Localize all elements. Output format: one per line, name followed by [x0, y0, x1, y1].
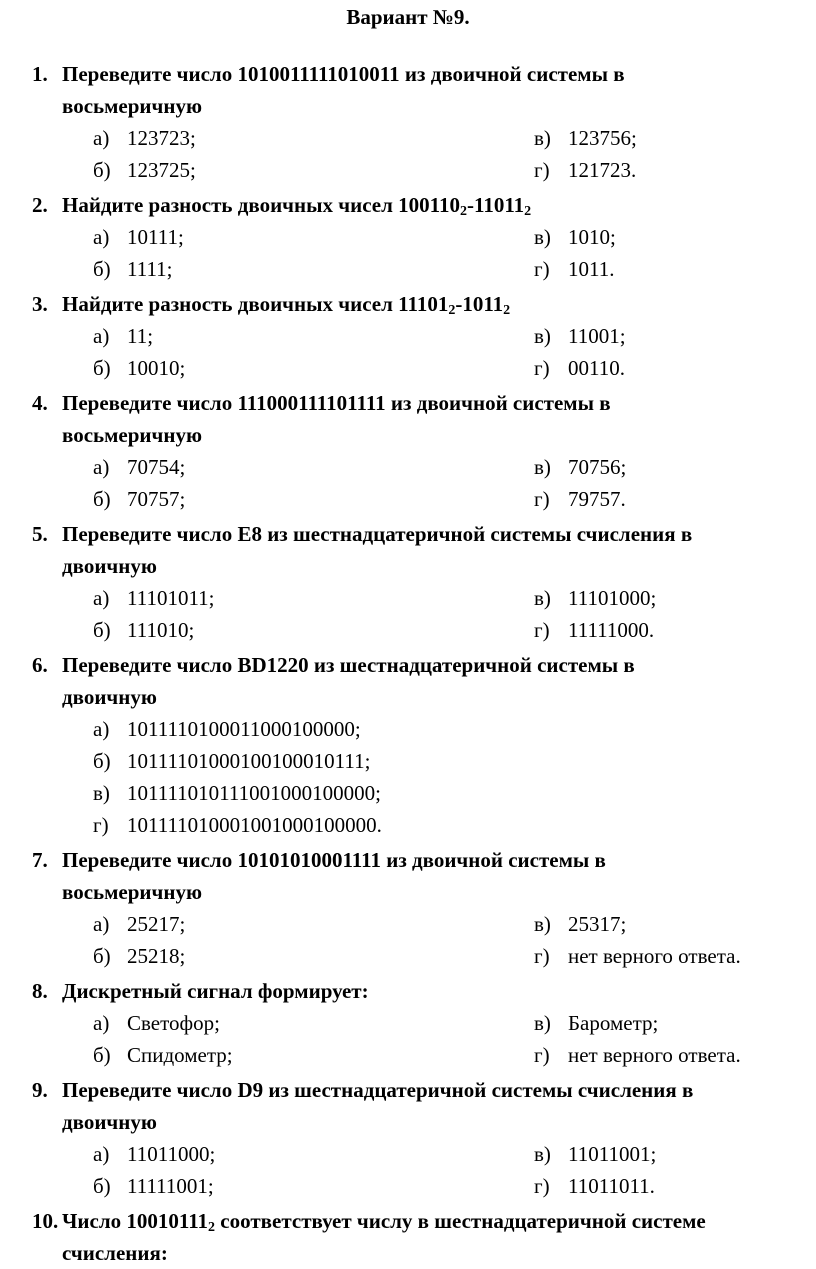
answer-option-b: б) 1111; — [93, 257, 173, 281]
answer-option-v: в) 25317; — [534, 912, 627, 936]
question-text-continuation: двоичную — [62, 554, 157, 578]
answer-option-v: в) 11011001; — [534, 1142, 657, 1166]
question-number: 5. — [32, 522, 48, 546]
answer-option-b: б) 25218; — [93, 944, 186, 968]
question-9 — [0, 1074, 816, 1202]
answer-options — [0, 451, 816, 515]
answer-option-g: г) нет верного ответа. — [534, 1043, 741, 1067]
answer-option-g: г) 79757. — [534, 487, 626, 511]
question-10 — [0, 1205, 816, 1269]
answer-option-b: б) Спидометр; — [93, 1043, 233, 1067]
answer-option-g: г) 1011110100010010001000​00. — [93, 813, 382, 837]
question-6 — [0, 649, 816, 841]
question-number: 6. — [32, 653, 48, 677]
answer-options — [0, 1007, 816, 1071]
answer-option-a: а) 10111; — [93, 225, 184, 249]
answer-option-b: б) 10010; — [93, 356, 186, 380]
question-text: Переведите число 10101010001111 из двоичной системы в — [62, 848, 606, 872]
answer-options — [0, 713, 816, 841]
question-3 — [0, 288, 816, 384]
question-text-continuation: двоичную — [62, 685, 157, 709]
question-text: Переведите число E8 из шестнадцатеричной системы счисления в — [62, 522, 693, 546]
question-text: Дискретный сигнал формирует: — [62, 979, 369, 1003]
question-number: 8. — [32, 979, 48, 1003]
question-text: Число $10010111_2$ соответствует числу в шестнадцатеричной системе — [62, 1209, 706, 1235]
answer-option-g: г) нет верного ответа. — [534, 944, 741, 968]
answer-option-b: б) 111010; — [93, 618, 195, 642]
question-text: Переведите число 1010011111010011 из двоичной системы в — [62, 62, 625, 86]
question-text: Переведите число BD1220 из шестнадцатеричной системы в — [62, 653, 635, 677]
answer-option-v: в) 11101000; — [534, 586, 657, 610]
answer-option-a: а) 123723; — [93, 126, 196, 150]
answer-option-a: а) 11; — [93, 324, 154, 348]
question-8 — [0, 975, 816, 1071]
answer-option-b: б) 1011110100010010001011​1; — [93, 749, 371, 773]
question-number: 1. — [32, 62, 48, 86]
answer-option-g: г) 11111000. — [534, 618, 655, 642]
question-text-continuation: восьмеричную — [62, 880, 203, 904]
answer-option-g: г) 121723. — [534, 158, 637, 182]
answer-options — [0, 1138, 816, 1202]
question-list — [0, 58, 816, 1269]
answer-option-g: г) 1011. — [534, 257, 615, 281]
answer-option-v: в) 1010; — [534, 225, 616, 249]
question-2 — [0, 189, 816, 285]
answer-option-b: б) 123725; — [93, 158, 196, 182]
answer-options — [0, 320, 816, 384]
answer-option-a: а) Светофор; — [93, 1011, 220, 1035]
answer-option-a: а) 11101011; — [93, 586, 215, 610]
answer-option-b: б) 11111001; — [93, 1174, 214, 1198]
question-text: Переведите число D9 из шестнадцатеричной системы счисления в — [62, 1078, 694, 1102]
answer-option-b: б) 70757; — [93, 487, 186, 511]
question-text: Найдите разность двоичных чисел $11101_2-1011_2$ — [62, 292, 511, 318]
answer-option-v: в) 123756; — [534, 126, 637, 150]
answer-option-v: в) 70756; — [534, 455, 627, 479]
question-5 — [0, 518, 816, 646]
answer-option-a: а) 25217; — [93, 912, 186, 936]
question-1 — [0, 58, 816, 186]
question-number: 3. — [32, 292, 48, 316]
answer-options — [0, 221, 816, 285]
answer-options — [0, 582, 816, 646]
answer-option-v: в) 11001; — [534, 324, 626, 348]
question-number: 9. — [32, 1078, 48, 1102]
answer-option-a: а) 101111010001100010000​0; — [93, 717, 361, 741]
question-text-continuation: восьмеричную — [62, 94, 203, 118]
page-title: Вариант №9. — [346, 5, 470, 29]
question-4 — [0, 387, 816, 515]
question-text-continuation: счисления: — [62, 1241, 168, 1265]
answer-options — [0, 908, 816, 972]
question-text-continuation: двоичную — [62, 1110, 157, 1134]
answer-option-g: г) 00110. — [534, 356, 625, 380]
answer-option-v: в) Барометр; — [534, 1011, 659, 1035]
answer-options — [0, 122, 816, 186]
question-7 — [0, 844, 816, 972]
question-text-continuation: восьмеричную — [62, 423, 203, 447]
answer-option-g: г) 11011011. — [534, 1174, 655, 1198]
question-number: 10. — [32, 1209, 59, 1233]
question-text: Переведите число 111000111101111 из двоичной системы в — [62, 391, 611, 415]
answer-option-a: а) 11011000; — [93, 1142, 216, 1166]
answer-option-v: в) 1011110101110010001000​00; — [93, 781, 381, 805]
question-number: 2. — [32, 193, 48, 217]
question-text: Найдите разность двоичных чисел $100110_2-11011_2$ — [62, 193, 532, 219]
answer-option-a: а) 70754; — [93, 455, 186, 479]
question-number: 4. — [32, 391, 48, 415]
question-number: 7. — [32, 848, 48, 872]
